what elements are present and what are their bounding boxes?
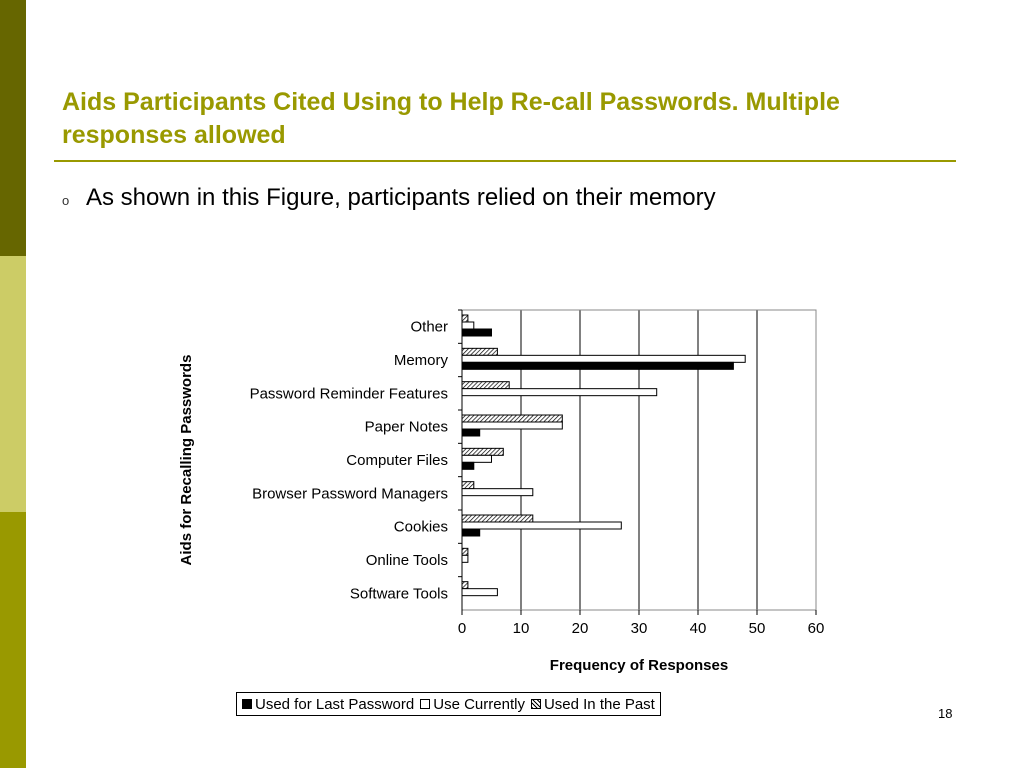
- bar: [462, 322, 474, 329]
- bar-chart: [160, 296, 840, 680]
- bullet-marker: o: [62, 193, 70, 208]
- bar: [462, 482, 474, 489]
- bar: [462, 462, 474, 469]
- legend-swatch-solid: [242, 699, 252, 709]
- x-tick-label: 20: [571, 620, 589, 637]
- category-label: Other: [410, 318, 448, 336]
- bullet-item: [62, 184, 716, 212]
- page-number: 18: [938, 706, 953, 721]
- chart-bars: [462, 315, 745, 596]
- legend-swatch-hatched: [531, 699, 541, 709]
- category-label: Browser Password Managers: [252, 485, 448, 503]
- category-label: Memory: [393, 352, 448, 369]
- x-tick-label: 60: [807, 620, 825, 637]
- bar: [462, 529, 480, 536]
- x-tick-label: 10: [512, 620, 530, 637]
- bar: [462, 455, 492, 462]
- x-axis-title: Frequency of Responses: [549, 657, 729, 674]
- bar: [462, 355, 745, 362]
- slide-title: Aids Participants Cited Using to Help Re-call Passwords. Multiple responses allowed: [62, 88, 840, 149]
- category-label: Paper Notes: [364, 418, 448, 436]
- category-label: Software Tools: [349, 585, 448, 603]
- legend-label: Use Currently: [433, 695, 525, 713]
- x-tick-label: 50: [748, 620, 766, 637]
- bar: [462, 422, 562, 429]
- sidebar-band-top: [0, 0, 26, 256]
- bar: [462, 548, 468, 555]
- bar: [462, 515, 533, 522]
- legend-item-used-in-past: [531, 696, 655, 713]
- bar: [462, 389, 657, 396]
- bar: [462, 382, 509, 389]
- bar: [462, 448, 503, 455]
- title-rule: [54, 160, 956, 162]
- category-label: Cookies: [393, 518, 448, 536]
- legend-swatch-open: [420, 699, 430, 709]
- legend-label: Used for Last Password: [255, 695, 415, 713]
- x-tick-label: 40: [689, 620, 707, 637]
- sidebar-band-bottom: [0, 512, 26, 768]
- chart-legend: [236, 692, 661, 716]
- bar: [462, 329, 492, 336]
- x-tick-label: 30: [630, 620, 648, 637]
- bullet-text: As shown in this Figure, participants relied on their memory: [86, 184, 716, 211]
- x-tick-label: 0: [457, 620, 467, 637]
- bar: [462, 415, 562, 422]
- legend-label: Used In the Past: [543, 695, 655, 713]
- bar: [462, 429, 480, 436]
- bar: [462, 315, 468, 322]
- bar: [462, 522, 621, 529]
- sidebar-band-middle: [0, 256, 26, 512]
- y-axis-title: Aids for Recalling Passwords: [178, 354, 195, 566]
- category-label: Password Reminder Features: [249, 385, 448, 403]
- category-label: Computer Files: [346, 452, 448, 469]
- legend-item-use-currently: [420, 696, 525, 713]
- slide-sidebar: [0, 0, 26, 768]
- bar: [462, 348, 497, 355]
- bar: [462, 589, 497, 596]
- chart-labels: [178, 319, 824, 674]
- bar: [462, 555, 468, 562]
- bar: [462, 489, 533, 496]
- bar: [462, 362, 733, 369]
- legend-item-last-password: [242, 696, 414, 713]
- bar: [462, 582, 468, 589]
- category-label: Online Tools: [365, 552, 448, 569]
